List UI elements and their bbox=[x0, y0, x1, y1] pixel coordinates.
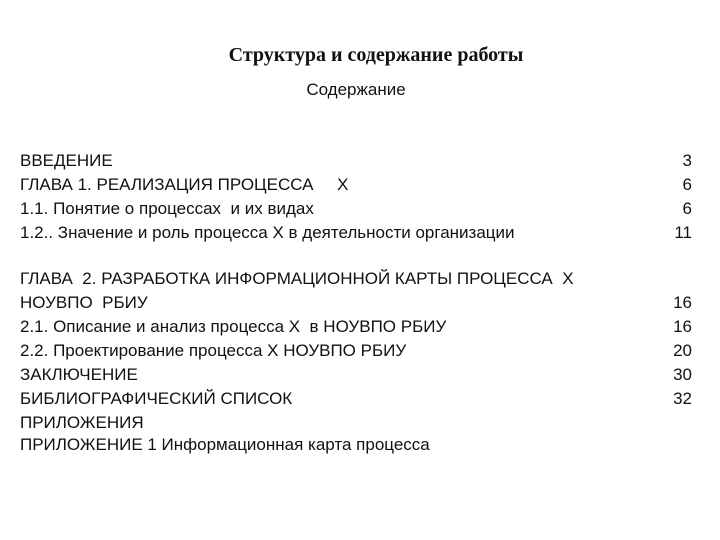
toc-entry-page: 3 bbox=[682, 151, 692, 170]
toc-entry-page: 30 bbox=[673, 365, 692, 384]
toc-entry-title: ПРИЛОЖЕНИЕ 1 Информационная карта процесса bbox=[20, 435, 430, 454]
toc-entry-title: ГЛАВА 1. РЕАЛИЗАЦИЯ ПРОЦЕССА Х bbox=[20, 175, 349, 194]
toc-entry-title: 2.2. Проектирование процесса Х НОУВПО РБИУ bbox=[20, 341, 407, 360]
toc-entry-introduction bbox=[20, 150, 700, 174]
toc-entry-title: 2.1. Описание и анализ процесса Х в НОУВПО РБИУ bbox=[20, 317, 447, 336]
table-of-contents bbox=[20, 0, 700, 540]
toc-entry-title: ЗАКЛЮЧЕНИЕ bbox=[20, 365, 138, 384]
toc-entry-page: 6 bbox=[682, 175, 692, 194]
toc-entry-title: НОУВПО РБИУ bbox=[20, 293, 148, 312]
toc-entry-section-1-2 bbox=[20, 222, 700, 246]
toc-entry-page: 16 bbox=[673, 293, 692, 312]
toc-entry-page: 32 bbox=[673, 389, 692, 408]
toc-entry-chapter-2-cont bbox=[20, 292, 700, 316]
toc-entry-page: 16 bbox=[673, 317, 692, 336]
toc-entry-conclusion bbox=[20, 364, 700, 388]
toc-entry-page: 20 bbox=[673, 341, 692, 360]
toc-entry-title: 1.1. Понятие о процессах и их видах bbox=[20, 199, 314, 218]
toc-entry-section-2-2 bbox=[20, 340, 700, 364]
toc-entry-page: 6 bbox=[682, 199, 692, 218]
toc-entry-section-2-1 bbox=[20, 316, 700, 340]
toc-entry-appendices bbox=[20, 412, 700, 436]
toc-entry-section-1-1 bbox=[20, 198, 700, 222]
toc-entry-title: ГЛАВА 2. РАЗРАБОТКА ИНФОРМАЦИОННОЙ КАРТЫ ПРОЦЕССА Х bbox=[20, 269, 574, 288]
toc-entry-chapter-2 bbox=[20, 268, 700, 292]
page-title: Структура и содержание работы bbox=[228, 44, 524, 66]
toc-entry-title: ПРИЛОЖЕНИЯ bbox=[20, 413, 144, 432]
toc-entry-title: ВВЕДЕНИЕ bbox=[20, 151, 113, 170]
toc-entry-title: БИБЛИОГРАФИЧЕСКИЙ СПИСОК bbox=[20, 389, 293, 408]
toc-heading: Содержание bbox=[306, 80, 406, 99]
toc-entry-title: 1.2.. Значение и роль процесса Х в деятельности организации bbox=[20, 223, 515, 242]
toc-entry-page: 11 bbox=[674, 223, 692, 242]
toc-entry-bibliography bbox=[20, 388, 700, 412]
toc-entry-chapter-1 bbox=[20, 174, 700, 198]
toc-entry-appendix-1 bbox=[20, 434, 700, 458]
